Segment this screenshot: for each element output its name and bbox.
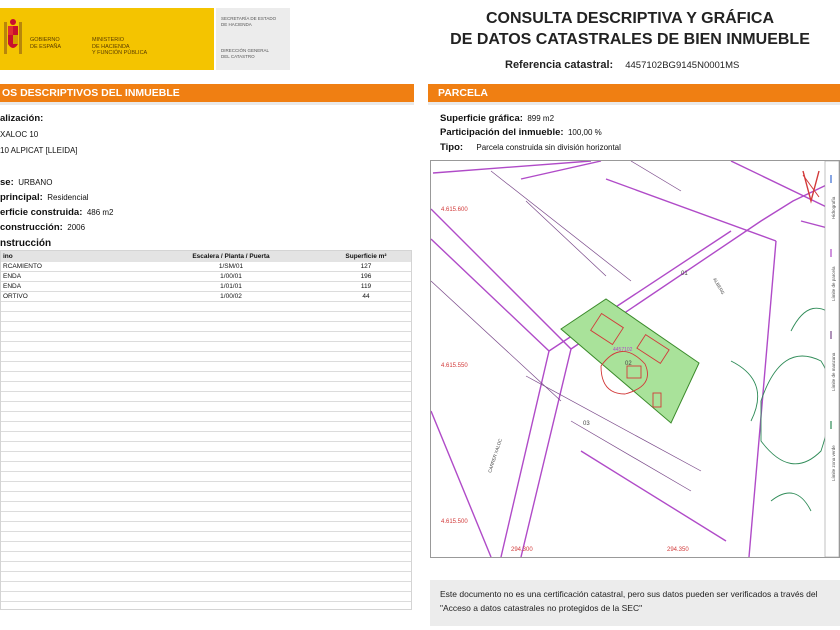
coord-label: 294.350 [667, 547, 689, 553]
ref-value: 4457102BG9145N0001MS [625, 60, 740, 71]
empty-table-row [1, 382, 411, 392]
page-title: CONSULTA DESCRIPTIVA Y GRÁFICA DE DATOS CATASTRALES DE BIEN INMUEBLE [450, 10, 810, 48]
parcel-code: 4457102 [613, 347, 633, 353]
empty-table-row [1, 362, 411, 372]
superficie-label: erficie construida: [0, 207, 83, 218]
ref-label: Referencia catastral: [505, 59, 614, 71]
coord-label: 4.615.600 [441, 207, 468, 213]
legend-limite-zona-verde: Límite zona verde [831, 445, 836, 481]
empty-table-row [1, 422, 411, 432]
empty-table-row [1, 502, 411, 512]
cell-escalera: 1/00/01 [220, 273, 242, 280]
empty-table-row [1, 322, 411, 332]
cell-escalera: 1/SM/01 [218, 263, 244, 270]
superficie-grafica-value: 899 m2 [527, 114, 555, 123]
tipo-label: Tipo: [440, 142, 464, 153]
empty-table-row [1, 452, 411, 462]
empty-table-row [1, 402, 411, 412]
cell-destino: ENDA [3, 283, 22, 290]
cell-escalera: 1/00/02 [220, 293, 242, 300]
empty-table-row [1, 472, 411, 482]
table-row [1, 272, 411, 282]
header-destino: ino [3, 253, 13, 260]
cell-escalera: 1/01/01 [220, 283, 242, 290]
empty-table-row [1, 442, 411, 452]
participacion-value: 100,00 % [567, 128, 602, 137]
cadastral-map[interactable] [430, 160, 840, 558]
cell-superficie: 127 [360, 263, 372, 270]
cell-destino: RCAMIENTO [3, 263, 42, 270]
map-legend [825, 161, 839, 557]
anio-field [0, 217, 85, 235]
street-label-alberg: ALBERG [712, 277, 726, 296]
empty-table-row [1, 552, 411, 562]
empty-table-row [1, 482, 411, 492]
localizacion-line2: 10 ALPICAT [LLEIDA] [0, 146, 78, 155]
empty-table-row [1, 352, 411, 362]
table-row [1, 262, 411, 272]
table-row [1, 292, 411, 302]
anio-value: 2006 [67, 223, 86, 232]
empty-table-row [1, 592, 411, 602]
construccion-title: nstrucción [0, 238, 52, 249]
gobierno-logo [0, 8, 214, 70]
empty-table-row [1, 312, 411, 322]
empty-rows [1, 302, 411, 610]
construccion-table [0, 250, 412, 610]
table-row [1, 282, 411, 292]
cell-destino: ORTIVO [3, 293, 28, 300]
empty-table-row [1, 542, 411, 552]
legend-limite-manzana: Límite de manzana [831, 352, 836, 391]
uso-label: principal: [0, 192, 43, 203]
empty-table-row [1, 492, 411, 502]
parcel-label-02: 02 [625, 361, 632, 367]
header-superficie: Superficie m² [345, 253, 387, 260]
empty-table-row [1, 532, 411, 542]
table-header [1, 251, 411, 262]
green-zone [731, 308, 839, 511]
clase-label: se: [0, 177, 14, 188]
localizacion-line1: XALOC 10 [0, 130, 39, 139]
empty-table-row [1, 572, 411, 582]
ministerio-text: MINISTERIO DE HACIENDA Y FUNCIÓN PÚBLICA [92, 37, 148, 56]
participacion-label: Participación del inmueble: [440, 127, 564, 138]
empty-table-row [1, 392, 411, 402]
section-parcela: PARCELA [428, 84, 840, 102]
header-escalera: Escalera / Planta / Puerta [192, 253, 270, 260]
localizacion-label: alización: [0, 113, 44, 124]
empty-table-row [1, 562, 411, 572]
tipo-value: Parcela construida sin división horizontal [476, 143, 621, 152]
empty-table-row [1, 372, 411, 382]
empty-table-row [1, 342, 411, 352]
empty-table-row [1, 432, 411, 442]
parcel-label-03: 03 [583, 421, 590, 427]
direccion-text: DIRECCIÓN GENERAL DEL CATASTRO [221, 48, 270, 59]
empty-table-row [1, 512, 411, 522]
cell-superficie: 44 [362, 293, 370, 300]
street-label-xaloc: CARRER XALOC [487, 437, 503, 474]
gobierno-text: GOBIERNO DE ESPAÑA [30, 37, 62, 50]
superficie-grafica-label: Superficie gráfica: [440, 113, 523, 124]
empty-table-row [1, 462, 411, 472]
disclaimer-note: Este documento no es una certificación catastral, pero sus datos pueden ser verificados a través del "Acceso a datos catastrales no protegidos de la SEC" [430, 580, 840, 626]
clase-value: URBANO [18, 178, 53, 187]
empty-table-row [1, 412, 411, 422]
superficie-value: 486 m2 [86, 208, 114, 217]
empty-table-row [1, 582, 411, 592]
empty-table-row [1, 332, 411, 342]
legend-limite-parcela: Límite de parcela [831, 266, 836, 301]
referencia-catastral [505, 59, 739, 71]
empty-table-row [1, 522, 411, 532]
uso-value: Residencial [47, 193, 89, 202]
section-datos-descriptivos: OS DESCRIPTIVOS DEL INMUEBLE [0, 84, 414, 102]
anio-label: construcción: [0, 222, 63, 233]
secretaria-text: SECRETARÍA DE ESTADO DE HACIENDA [221, 16, 277, 27]
coat-of-arms-icon [2, 16, 24, 60]
cell-superficie: 196 [360, 273, 372, 280]
cell-destino: ENDA [3, 273, 22, 280]
empty-table-row [1, 302, 411, 312]
legend-hidrografia: Hidrografía [831, 196, 836, 219]
tipo-field [440, 137, 621, 155]
secretaria-block [216, 8, 290, 70]
map-svg [431, 161, 839, 557]
coord-label: 294.300 [511, 547, 533, 553]
empty-table-row [1, 602, 411, 610]
parcel-label-01: 01 [681, 271, 688, 277]
coord-label: 4.615.550 [441, 363, 468, 369]
coord-label: 4.615.500 [441, 519, 468, 525]
cell-superficie: 119 [360, 283, 372, 290]
